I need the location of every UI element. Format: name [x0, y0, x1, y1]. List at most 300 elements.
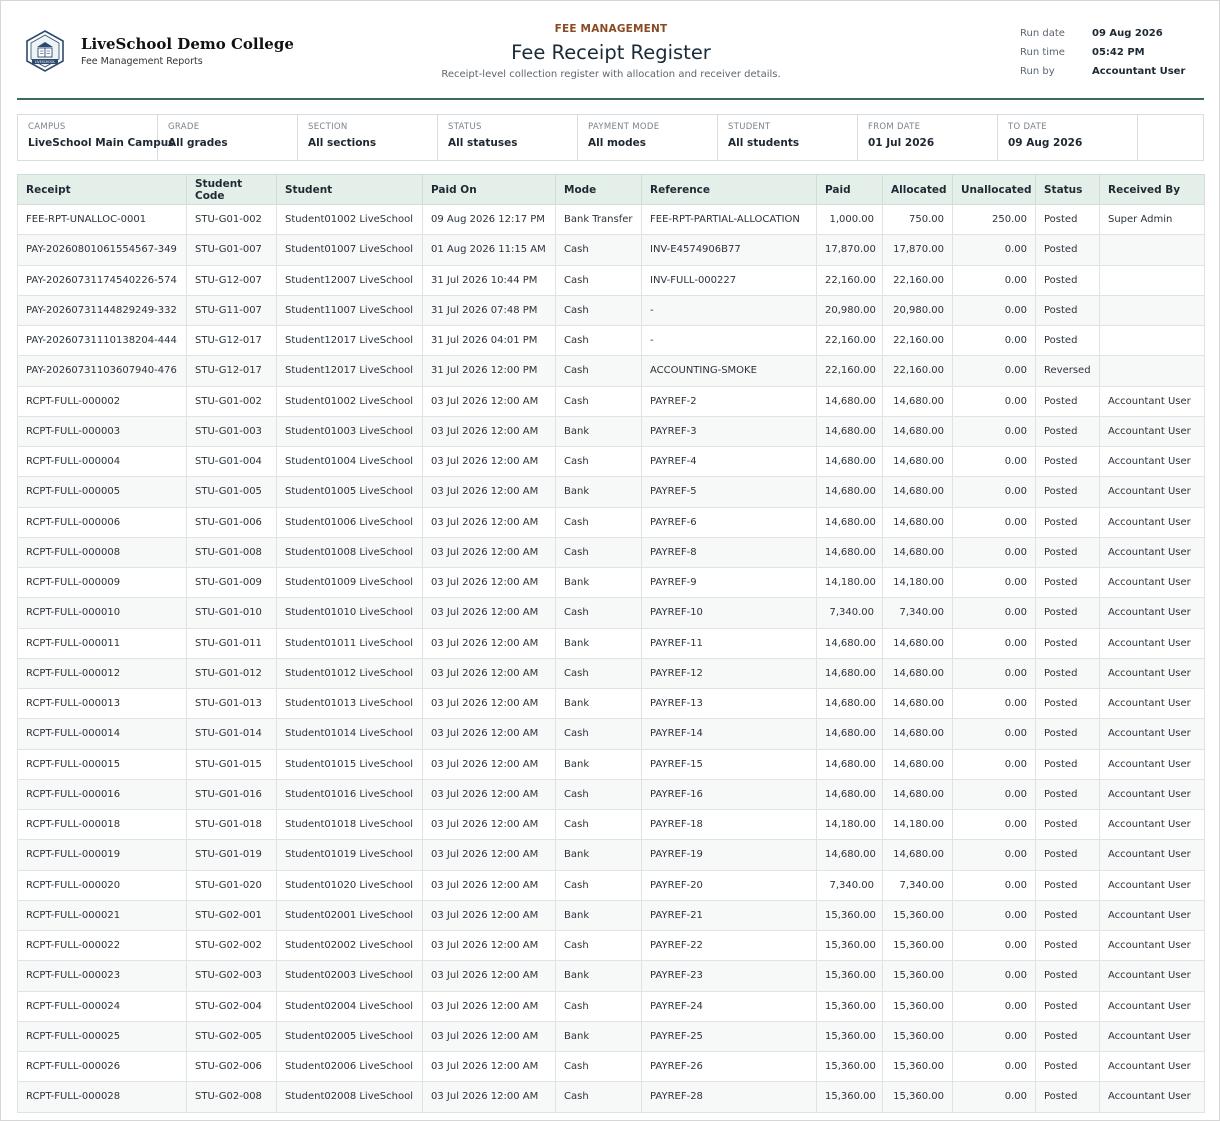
table-row[interactable] [18, 658, 1205, 688]
table-row[interactable] [18, 810, 1205, 840]
brand-subtitle: Fee Management Reports [81, 56, 203, 67]
mode-cell: Bank [556, 689, 642, 719]
paid-on-cell: 03 Jul 2026 12:00 AM [423, 991, 556, 1021]
table-row[interactable] [18, 900, 1205, 930]
allocated-amount-cell: 15,360.00 [883, 1052, 953, 1082]
received-by-cell: Accountant User [1100, 416, 1205, 446]
reference-cell: FEE-RPT-PARTIAL-ALLOCATION [642, 205, 817, 235]
receipt-cell: PAY-20260731103607940-476 [18, 356, 187, 386]
allocated-amount-cell: 14,180.00 [883, 568, 953, 598]
receipt-register-table [17, 174, 1205, 1113]
unallocated-amount-cell: 0.00 [953, 386, 1036, 416]
received-by-cell: Accountant User [1100, 900, 1205, 930]
reference-cell: PAYREF-24 [642, 991, 817, 1021]
unallocated-amount-cell: 0.00 [953, 568, 1036, 598]
receipt-cell: RCPT-FULL-000022 [18, 931, 187, 961]
receipt-cell: RCPT-FULL-000021 [18, 900, 187, 930]
paid-on-cell: 31 Jul 2026 04:01 PM [423, 326, 556, 356]
table-row[interactable] [18, 840, 1205, 870]
reference-cell: PAYREF-2 [642, 386, 817, 416]
mode-cell: Bank [556, 477, 642, 507]
column-header-student[interactable]: Student [277, 175, 423, 205]
receipt-cell: RCPT-FULL-000003 [18, 416, 187, 446]
received-by-cell: Accountant User [1100, 1082, 1205, 1112]
table-row[interactable] [18, 356, 1205, 386]
received-by-cell [1100, 356, 1205, 386]
allocated-amount-cell: 14,680.00 [883, 386, 953, 416]
paid-amount-cell: 14,180.00 [817, 568, 883, 598]
unallocated-amount-cell: 250.00 [953, 205, 1036, 235]
mode-cell: Cash [556, 295, 642, 325]
run-by-value: Accountant User [1092, 66, 1186, 77]
mode-cell: Cash [556, 356, 642, 386]
table-row[interactable] [18, 628, 1205, 658]
mode-cell: Cash [556, 326, 642, 356]
reference-cell: PAYREF-13 [642, 689, 817, 719]
status-cell: Posted [1036, 719, 1100, 749]
student-name-cell: Student01013 LiveSchool [277, 689, 423, 719]
allocated-amount-cell: 14,680.00 [883, 537, 953, 567]
paid-on-cell: 03 Jul 2026 12:00 AM [423, 416, 556, 446]
allocated-amount-cell: 14,680.00 [883, 416, 953, 446]
received-by-cell: Accountant User [1100, 810, 1205, 840]
unallocated-amount-cell: 0.00 [953, 779, 1036, 809]
run-date-row [1020, 27, 1185, 46]
student-code-cell: STU-G02-002 [187, 931, 277, 961]
status-cell: Posted [1036, 779, 1100, 809]
table-row[interactable] [18, 779, 1205, 809]
student-name-cell: Student01004 LiveSchool [277, 447, 423, 477]
table-row[interactable] [18, 719, 1205, 749]
paid-amount-cell: 1,000.00 [817, 205, 883, 235]
status-cell: Posted [1036, 961, 1100, 991]
status-cell: Posted [1036, 537, 1100, 567]
unallocated-amount-cell: 0.00 [953, 991, 1036, 1021]
student-name-cell: Student12017 LiveSchool [277, 326, 423, 356]
allocated-amount-cell: 14,680.00 [883, 689, 953, 719]
paid-amount-cell: 22,160.00 [817, 265, 883, 295]
filter-label: GRADE [168, 122, 200, 132]
mode-cell: Cash [556, 1082, 642, 1112]
allocated-amount-cell: 15,360.00 [883, 1021, 953, 1051]
student-code-cell: STU-G01-004 [187, 447, 277, 477]
paid-amount-cell: 14,680.00 [817, 840, 883, 870]
mode-cell: Bank [556, 568, 642, 598]
receipt-cell: RCPT-FULL-000006 [18, 507, 187, 537]
brand [23, 29, 294, 73]
reference-cell: PAYREF-14 [642, 719, 817, 749]
student-code-cell: STU-G02-001 [187, 900, 277, 930]
mode-cell: Cash [556, 265, 642, 295]
status-cell: Posted [1036, 386, 1100, 416]
table-row[interactable] [18, 598, 1205, 628]
paid-on-cell: 31 Jul 2026 10:44 PM [423, 265, 556, 295]
reference-cell: PAYREF-25 [642, 1021, 817, 1051]
receipt-cell: RCPT-FULL-000012 [18, 658, 187, 688]
status-cell: Posted [1036, 749, 1100, 779]
table-row[interactable] [18, 447, 1205, 477]
received-by-cell: Accountant User [1100, 537, 1205, 567]
filter-value: All modes [588, 137, 647, 149]
table-row[interactable] [18, 749, 1205, 779]
received-by-cell: Accountant User [1100, 507, 1205, 537]
status-cell: Posted [1036, 507, 1100, 537]
report-subtitle: Receipt-level collection register with allocation and receiver details. [441, 69, 781, 80]
allocated-amount-cell: 15,360.00 [883, 1082, 953, 1112]
student-name-cell: Student01005 LiveSchool [277, 477, 423, 507]
paid-on-cell: 03 Jul 2026 12:00 AM [423, 537, 556, 567]
filter-status [438, 115, 578, 160]
status-cell: Posted [1036, 295, 1100, 325]
status-cell: Reversed [1036, 356, 1100, 386]
unallocated-amount-cell: 0.00 [953, 416, 1036, 446]
paid-on-cell: 03 Jul 2026 12:00 AM [423, 719, 556, 749]
column-header-mode[interactable]: Mode [556, 175, 642, 205]
table-row[interactable] [18, 507, 1205, 537]
column-header-received-by[interactable]: Received By [1100, 175, 1205, 205]
receipt-cell: RCPT-FULL-000010 [18, 598, 187, 628]
filter-label: CAMPUS [28, 122, 66, 132]
received-by-cell [1100, 235, 1205, 265]
paid-amount-cell: 14,680.00 [817, 628, 883, 658]
paid-amount-cell: 14,680.00 [817, 779, 883, 809]
reference-cell: PAYREF-3 [642, 416, 817, 446]
allocated-amount-cell: 750.00 [883, 205, 953, 235]
student-code-cell: STU-G01-011 [187, 628, 277, 658]
received-by-cell: Accountant User [1100, 840, 1205, 870]
table-row[interactable] [18, 689, 1205, 719]
paid-on-cell: 03 Jul 2026 12:00 AM [423, 658, 556, 688]
paid-on-cell: 03 Jul 2026 12:00 AM [423, 386, 556, 416]
received-by-cell: Accountant User [1100, 477, 1205, 507]
column-header-paid[interactable]: Paid [817, 175, 883, 205]
filter-value: 09 Aug 2026 [1008, 137, 1083, 149]
student-code-cell: STU-G01-013 [187, 689, 277, 719]
student-code-cell: STU-G01-007 [187, 235, 277, 265]
column-header-student-code[interactable]: Student Code [187, 175, 277, 205]
mode-cell: Cash [556, 598, 642, 628]
student-name-cell: Student02006 LiveSchool [277, 1052, 423, 1082]
student-code-cell: STU-G02-005 [187, 1021, 277, 1051]
table-row[interactable] [18, 205, 1205, 235]
table-row[interactable] [18, 326, 1205, 356]
paid-amount-cell: 20,980.00 [817, 295, 883, 325]
received-by-cell: Accountant User [1100, 658, 1205, 688]
status-cell: Posted [1036, 598, 1100, 628]
table-row[interactable] [18, 1052, 1205, 1082]
unallocated-amount-cell: 0.00 [953, 900, 1036, 930]
unallocated-amount-cell: 0.00 [953, 931, 1036, 961]
column-header-allocated[interactable]: Allocated [883, 175, 953, 205]
table-row[interactable] [18, 1021, 1205, 1051]
student-code-cell: STU-G01-006 [187, 507, 277, 537]
unallocated-amount-cell: 0.00 [953, 1082, 1036, 1112]
status-cell: Posted [1036, 205, 1100, 235]
status-cell: Posted [1036, 326, 1100, 356]
table-row[interactable] [18, 991, 1205, 1021]
reference-cell: PAYREF-18 [642, 810, 817, 840]
filter-student [718, 115, 858, 160]
receipt-cell: FEE-RPT-UNALLOC-0001 [18, 205, 187, 235]
report-header [17, 1, 1204, 100]
paid-on-cell: 09 Aug 2026 12:17 PM [423, 205, 556, 235]
column-header-status[interactable]: Status [1036, 175, 1100, 205]
allocated-amount-cell: 15,360.00 [883, 991, 953, 1021]
mode-cell: Cash [556, 870, 642, 900]
paid-on-cell: 31 Jul 2026 12:00 PM [423, 356, 556, 386]
filter-label: STUDENT [728, 122, 771, 132]
unallocated-amount-cell: 0.00 [953, 749, 1036, 779]
student-name-cell: Student01015 LiveSchool [277, 749, 423, 779]
mode-cell: Cash [556, 1052, 642, 1082]
allocated-amount-cell: 7,340.00 [883, 870, 953, 900]
reference-cell: PAYREF-15 [642, 749, 817, 779]
unallocated-amount-cell: 0.00 [953, 326, 1036, 356]
paid-on-cell: 03 Jul 2026 12:00 AM [423, 931, 556, 961]
received-by-cell: Accountant User [1100, 749, 1205, 779]
paid-amount-cell: 22,160.00 [817, 326, 883, 356]
paid-on-cell: 03 Jul 2026 12:00 AM [423, 749, 556, 779]
unallocated-amount-cell: 0.00 [953, 840, 1036, 870]
paid-amount-cell: 17,870.00 [817, 235, 883, 265]
paid-on-cell: 03 Jul 2026 12:00 AM [423, 507, 556, 537]
paid-on-cell: 03 Jul 2026 12:00 AM [423, 568, 556, 598]
student-name-cell: Student01002 LiveSchool [277, 205, 423, 235]
table-row[interactable] [18, 568, 1205, 598]
paid-amount-cell: 15,360.00 [817, 1052, 883, 1082]
column-header-paid-on[interactable]: Paid On [423, 175, 556, 205]
reference-cell: PAYREF-16 [642, 779, 817, 809]
status-cell: Posted [1036, 1021, 1100, 1051]
table-row[interactable] [18, 961, 1205, 991]
reference-cell: PAYREF-10 [642, 598, 817, 628]
paid-on-cell: 03 Jul 2026 12:00 AM [423, 779, 556, 809]
paid-amount-cell: 14,680.00 [817, 416, 883, 446]
received-by-cell: Accountant User [1100, 961, 1205, 991]
table-row[interactable] [18, 235, 1205, 265]
receipt-cell: RCPT-FULL-000020 [18, 870, 187, 900]
mode-cell: Bank [556, 416, 642, 446]
unallocated-amount-cell: 0.00 [953, 628, 1036, 658]
allocated-amount-cell: 20,980.00 [883, 295, 953, 325]
paid-on-cell: 03 Jul 2026 12:00 AM [423, 810, 556, 840]
receipt-cell: RCPT-FULL-000018 [18, 810, 187, 840]
filter-value: 01 Jul 2026 [868, 137, 935, 149]
reference-cell: PAYREF-28 [642, 1082, 817, 1112]
allocated-amount-cell: 14,180.00 [883, 810, 953, 840]
mode-cell: Cash [556, 779, 642, 809]
status-cell: Posted [1036, 1052, 1100, 1082]
filter-label: SECTION [308, 122, 348, 132]
paid-amount-cell: 14,680.00 [817, 689, 883, 719]
status-cell: Posted [1036, 870, 1100, 900]
student-code-cell: STU-G01-018 [187, 810, 277, 840]
student-code-cell: STU-G01-002 [187, 205, 277, 235]
reference-cell: PAYREF-26 [642, 1052, 817, 1082]
student-name-cell: Student01002 LiveSchool [277, 386, 423, 416]
table-row[interactable] [18, 265, 1205, 295]
receipt-cell: RCPT-FULL-000011 [18, 628, 187, 658]
reference-cell: - [642, 295, 817, 325]
reference-cell: PAYREF-9 [642, 568, 817, 598]
received-by-cell: Accountant User [1100, 779, 1205, 809]
status-cell: Posted [1036, 900, 1100, 930]
table-row[interactable] [18, 416, 1205, 446]
received-by-cell: Accountant User [1100, 991, 1205, 1021]
run-time-label: Run time [1020, 47, 1065, 58]
filter-campus [18, 115, 175, 160]
status-cell: Posted [1036, 931, 1100, 961]
table-row[interactable] [18, 386, 1205, 416]
paid-amount-cell: 7,340.00 [817, 870, 883, 900]
filter-value: All statuses [448, 137, 518, 149]
column-header-reference[interactable]: Reference [642, 175, 817, 205]
allocated-amount-cell: 22,160.00 [883, 326, 953, 356]
reference-cell: - [642, 326, 817, 356]
received-by-cell: Accountant User [1100, 568, 1205, 598]
student-name-cell: Student12007 LiveSchool [277, 265, 423, 295]
receipt-cell: RCPT-FULL-000024 [18, 991, 187, 1021]
status-cell: Posted [1036, 658, 1100, 688]
filter-label: TO DATE [1008, 122, 1047, 132]
paid-amount-cell: 14,680.00 [817, 537, 883, 567]
filter-label: PAYMENT MODE [588, 122, 660, 132]
student-code-cell: STU-G01-012 [187, 658, 277, 688]
reference-cell: PAYREF-6 [642, 507, 817, 537]
report-kicker: FEE MANAGEMENT [554, 23, 668, 35]
unallocated-amount-cell: 0.00 [953, 356, 1036, 386]
mode-cell: Cash [556, 931, 642, 961]
student-code-cell: STU-G11-007 [187, 295, 277, 325]
allocated-amount-cell: 14,680.00 [883, 628, 953, 658]
paid-on-cell: 03 Jul 2026 12:00 AM [423, 1021, 556, 1051]
student-name-cell: Student01016 LiveSchool [277, 779, 423, 809]
status-cell: Posted [1036, 840, 1100, 870]
received-by-cell: Accountant User [1100, 931, 1205, 961]
table-row[interactable] [18, 1082, 1205, 1112]
student-name-cell: Student01008 LiveSchool [277, 537, 423, 567]
paid-on-cell: 03 Jul 2026 12:00 AM [423, 1052, 556, 1082]
received-by-cell [1100, 326, 1205, 356]
status-cell: Posted [1036, 447, 1100, 477]
mode-cell: Bank [556, 961, 642, 991]
receipt-cell: RCPT-FULL-000025 [18, 1021, 187, 1051]
receipt-cell: RCPT-FULL-000013 [18, 689, 187, 719]
receipt-cell: PAY-20260801061554567-349 [18, 235, 187, 265]
filter-value: LiveSchool Main Campus [28, 137, 175, 149]
status-cell: Posted [1036, 265, 1100, 295]
receipt-cell: PAY-20260731174540226-574 [18, 265, 187, 295]
received-by-cell: Accountant User [1100, 719, 1205, 749]
status-cell: Posted [1036, 416, 1100, 446]
received-by-cell: Accountant User [1100, 386, 1205, 416]
receipt-cell: RCPT-FULL-000028 [18, 1082, 187, 1112]
reference-cell: INV-E4574906B77 [642, 235, 817, 265]
student-name-cell: Student01020 LiveSchool [277, 870, 423, 900]
paid-amount-cell: 15,360.00 [817, 991, 883, 1021]
student-name-cell: Student01012 LiveSchool [277, 658, 423, 688]
reference-cell: PAYREF-19 [642, 840, 817, 870]
mode-cell: Cash [556, 719, 642, 749]
reference-cell: PAYREF-5 [642, 477, 817, 507]
paid-amount-cell: 15,360.00 [817, 1021, 883, 1051]
student-name-cell: Student02002 LiveSchool [277, 931, 423, 961]
paid-on-cell: 03 Jul 2026 12:00 AM [423, 477, 556, 507]
unallocated-amount-cell: 0.00 [953, 265, 1036, 295]
student-code-cell: STU-G01-015 [187, 749, 277, 779]
paid-on-cell: 03 Jul 2026 12:00 AM [423, 689, 556, 719]
paid-on-cell: 03 Jul 2026 12:00 AM [423, 961, 556, 991]
allocated-amount-cell: 22,160.00 [883, 265, 953, 295]
table-row[interactable] [18, 931, 1205, 961]
column-header-unallocated[interactable]: Unallocated [953, 175, 1036, 205]
run-by-row [1020, 65, 1185, 84]
student-code-cell: STU-G01-009 [187, 568, 277, 598]
paid-on-cell: 03 Jul 2026 12:00 AM [423, 447, 556, 477]
student-name-cell: Student02001 LiveSchool [277, 900, 423, 930]
paid-on-cell: 31 Jul 2026 07:48 PM [423, 295, 556, 325]
table-row[interactable] [18, 477, 1205, 507]
filter-grade [158, 115, 298, 160]
unallocated-amount-cell: 0.00 [953, 870, 1036, 900]
receipt-cell: RCPT-FULL-000023 [18, 961, 187, 991]
unallocated-amount-cell: 0.00 [953, 689, 1036, 719]
table-row[interactable] [18, 537, 1205, 567]
mode-cell: Cash [556, 507, 642, 537]
student-code-cell: STU-G01-008 [187, 537, 277, 567]
student-name-cell: Student01003 LiveSchool [277, 416, 423, 446]
receipt-cell: RCPT-FULL-000016 [18, 779, 187, 809]
student-name-cell: Student01007 LiveSchool [277, 235, 423, 265]
receipt-cell: RCPT-FULL-000009 [18, 568, 187, 598]
table-row[interactable] [18, 870, 1205, 900]
paid-on-cell: 03 Jul 2026 12:00 AM [423, 628, 556, 658]
column-header-receipt[interactable]: Receipt [18, 175, 187, 205]
paid-amount-cell: 7,340.00 [817, 598, 883, 628]
received-by-cell: Accountant User [1100, 1052, 1205, 1082]
status-cell: Posted [1036, 991, 1100, 1021]
unallocated-amount-cell: 0.00 [953, 1052, 1036, 1082]
filter-value: All grades [168, 137, 228, 149]
student-code-cell: STU-G12-017 [187, 356, 277, 386]
reference-cell: PAYREF-12 [642, 658, 817, 688]
run-by-label: Run by [1020, 66, 1055, 77]
status-cell: Posted [1036, 568, 1100, 598]
student-name-cell: Student02005 LiveSchool [277, 1021, 423, 1051]
student-name-cell: Student01014 LiveSchool [277, 719, 423, 749]
student-name-cell: Student01019 LiveSchool [277, 840, 423, 870]
received-by-cell: Accountant User [1100, 870, 1205, 900]
student-name-cell: Student11007 LiveSchool [277, 295, 423, 325]
student-code-cell: STU-G01-003 [187, 416, 277, 446]
student-name-cell: Student01006 LiveSchool [277, 507, 423, 537]
paid-amount-cell: 22,160.00 [817, 356, 883, 386]
allocated-amount-cell: 14,680.00 [883, 719, 953, 749]
table-row[interactable] [18, 295, 1205, 325]
paid-amount-cell: 14,180.00 [817, 810, 883, 840]
allocated-amount-cell: 14,680.00 [883, 507, 953, 537]
paid-on-cell: 03 Jul 2026 12:00 AM [423, 900, 556, 930]
mode-cell: Cash [556, 235, 642, 265]
run-time-value: 05:42 PM [1092, 47, 1145, 58]
student-code-cell: STU-G01-019 [187, 840, 277, 870]
allocated-amount-cell: 14,680.00 [883, 779, 953, 809]
unallocated-amount-cell: 0.00 [953, 1021, 1036, 1051]
college-crest-icon [23, 29, 67, 73]
unallocated-amount-cell: 0.00 [953, 537, 1036, 567]
mode-cell: Cash [556, 537, 642, 567]
unallocated-amount-cell: 0.00 [953, 719, 1036, 749]
